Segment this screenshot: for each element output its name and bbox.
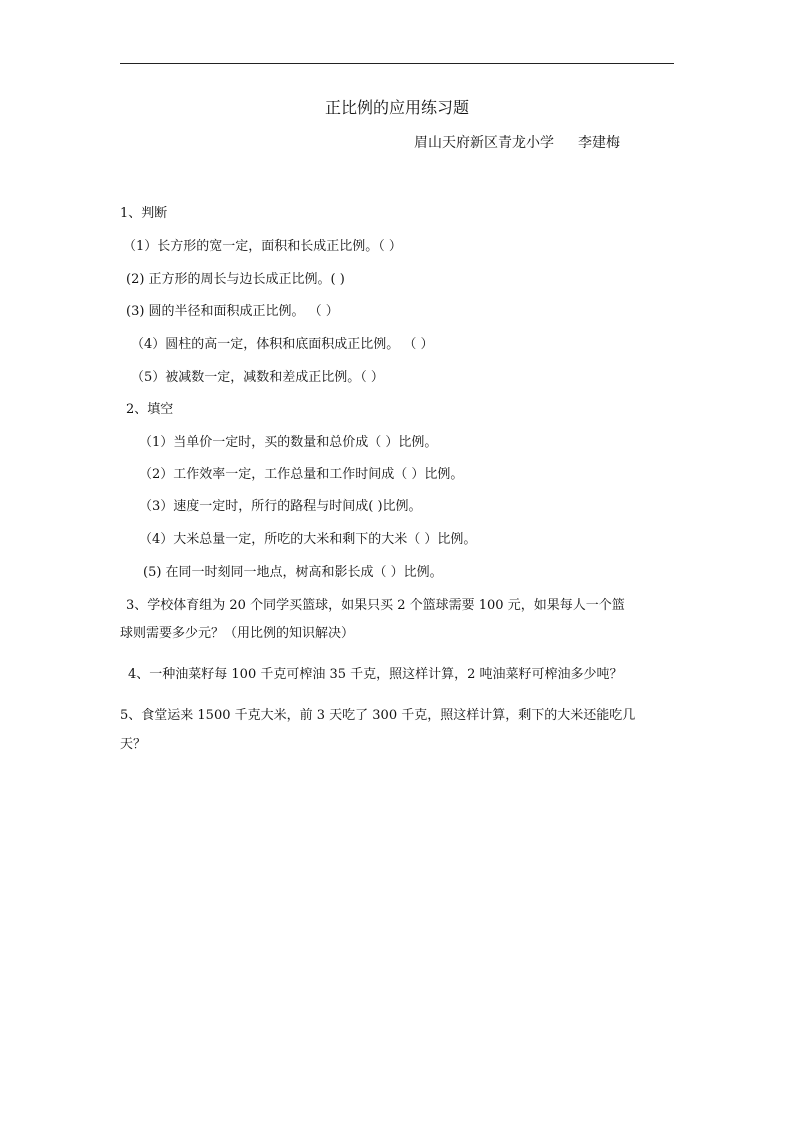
section-2-heading: 2、填空 bbox=[126, 402, 174, 417]
question-4-line-1: 4、一种油菜籽每 100 千克可榨油 35 千克，照这样计算，2 吨油菜籽可榨油多少吨？ bbox=[128, 667, 623, 682]
fill-item-2: （2）工作效率一定，工作总量和工作时间成（ ）比例。 bbox=[139, 467, 464, 482]
section-1-heading: 1、判断 bbox=[120, 206, 168, 221]
question-5-line-2: 天？ bbox=[120, 737, 147, 752]
question-5-line-1: 5、食堂运来 1500 千克大米，前 3 天吃了 300 千克，照这样计算，剩下的大米还能吃几 bbox=[120, 708, 636, 723]
fill-item-4: （4）大米总量一定，所吃的大米和剩下的大米（ ）比例。 bbox=[139, 532, 477, 547]
author-line bbox=[414, 133, 620, 153]
fill-item-5: (5) 在同一时刻同一地点，树高和影长成（ ）比例。 bbox=[143, 565, 443, 580]
fill-item-1: （1）当单价一定时，买的数量和总价成（ ）比例。 bbox=[139, 435, 438, 450]
question-3-line-2: 球则需要多少元？（用比例的知识解决） bbox=[120, 626, 355, 641]
judge-item-2: (2) 正方形的周长与边长成正比例。( ) bbox=[126, 272, 345, 287]
page-title: 正比例的应用练习题 bbox=[324, 98, 469, 117]
header-rule bbox=[120, 63, 674, 64]
fill-item-3: （3）速度一定时，所行的路程与时间成( )比例。 bbox=[139, 499, 422, 514]
judge-item-4: （4）圆柱的高一定，体积和底面积成正比例。 （ ） bbox=[131, 337, 434, 352]
author-school: 眉山天府新区青龙小学 bbox=[414, 135, 554, 151]
judge-item-3: (3) 圆的半径和面积成正比例。 （ ） bbox=[126, 304, 339, 319]
author-name: 李建梅 bbox=[578, 135, 620, 151]
judge-item-5: （5）被减数一定，减数和差成正比例。（ ） bbox=[131, 370, 384, 385]
question-3-line-1: 3、学校体育组为 20 个同学买篮球，如果只买 2 个篮球需要 100 元，如果每人一个篮 bbox=[126, 598, 625, 613]
judge-item-1: （1）长方形的宽一定，面积和长成正比例。（ ） bbox=[123, 239, 402, 254]
